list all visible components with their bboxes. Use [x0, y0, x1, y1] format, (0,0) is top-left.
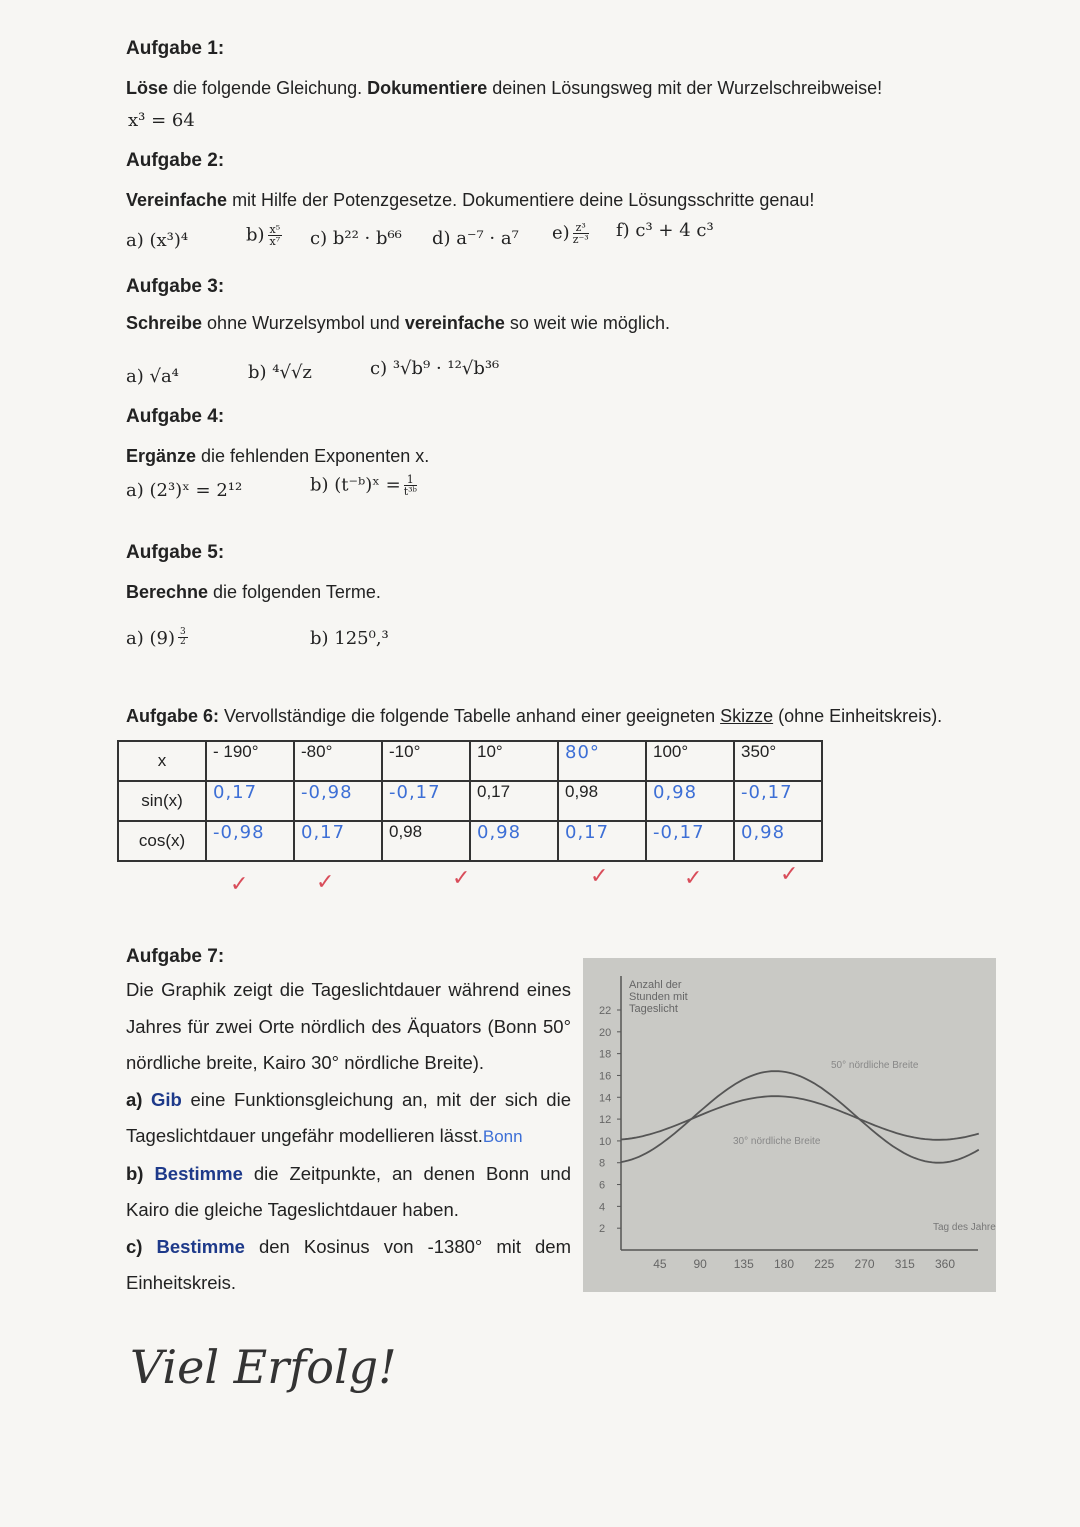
cell-x-0: - 190° [206, 741, 294, 781]
task7-text [126, 972, 571, 1302]
label-50: 50° nördliche Breite [831, 1060, 919, 1071]
x-axis-label: Tag des Jahres [933, 1222, 996, 1233]
table-row-cos [118, 821, 822, 861]
cell-sin-4: 0,98 [558, 781, 646, 821]
task2-part-a: a) (x³)⁴ [126, 230, 189, 251]
x-tick-label: 90 [693, 1257, 707, 1271]
task3-part-c: c) ³√b⁹ · ¹²√b³⁶ [370, 358, 500, 379]
cell-sin-5: 0,98 [646, 781, 734, 821]
y-tick-label: 8 [599, 1157, 606, 1170]
task3-title: Aufgabe 3: [126, 276, 225, 297]
cell-x-4: 80° [558, 741, 646, 781]
task2-part-c: c) b²² · b⁶⁶ [310, 228, 402, 249]
y-tick-label: 2 [599, 1223, 606, 1236]
closing-text: Viel Erfolg! [130, 1340, 397, 1394]
cell-cos-4: 0,17 [558, 821, 646, 861]
cell-cos-3: 0,98 [470, 821, 558, 861]
cell-sin-0: 0,17 [206, 781, 294, 821]
label-30: 30° nördliche Breite [733, 1136, 821, 1147]
task2-title: Aufgabe 2: [126, 150, 225, 171]
task7-part-b: b) Bestimme die Zeitpunkte, an denen Bonn und Kairo die gleiche Tageslichtdauer haben. [126, 1162, 571, 1220]
task7-intro: Die Graphik zeigt die Tageslichtdauer während eines Jahres für zwei Orte nördlich des Äquators (Bonn 50° nördliche breite, Kairo 30° nördliche Breite). [126, 979, 571, 1073]
task2-part-f: f) c³ + 4 c³ [616, 220, 714, 241]
x-tick-label: 225 [814, 1257, 835, 1271]
check-mark-icon: ✓ [684, 866, 703, 891]
y-axis-label-3: Tageslicht [629, 1003, 678, 1015]
y-tick-label: 6 [599, 1179, 606, 1192]
x-tick-label: 45 [653, 1257, 667, 1271]
task7-part-c: c) Bestimme den Kosinus von -1380° mit dem Einheitskreis. [126, 1235, 572, 1293]
task2-part-b: b) $\frac{\text{x⁵}}{\text{x⁷}}$ [246, 223, 281, 248]
cell-cos-5: -0,17 [646, 821, 734, 861]
row-label-sin: sin(x) [118, 781, 206, 821]
check-mark-icon: ✓ [230, 872, 249, 897]
cell-x-5: 100° [646, 741, 734, 781]
cell-cos-1: 0,17 [294, 821, 382, 861]
cell-sin-1: -0,98 [294, 781, 382, 821]
task2-part-e: e) $\frac{\text{z³}}{\text{z⁻³}}$ [552, 221, 589, 246]
row-label-x: x [118, 741, 206, 781]
cell-cos-6: 0,98 [734, 821, 822, 861]
cell-cos-0: -0,98 [206, 821, 294, 861]
y-tick-label: 18 [599, 1048, 612, 1061]
task4-title: Aufgabe 4: [126, 406, 225, 427]
check-mark-icon: ✓ [780, 862, 799, 887]
cell-sin-2: -0,17 [382, 781, 470, 821]
cell-x-2: -10° [382, 741, 470, 781]
y-tick-label: 22 [599, 1005, 612, 1017]
task3-instruction: Schreibe ohne Wurzelsymbol und vereinfache so weit wie möglich. [126, 313, 670, 333]
table-row-sin [118, 781, 822, 821]
cell-cos-2: 0,98 [382, 821, 470, 861]
task5-instruction: Berechne die folgenden Terme. [126, 582, 381, 602]
task6-heading: Aufgabe 6: Vervollständige die folgende Tabelle anhand einer geeigneten Skizze (ohne Einheitskreis). [126, 706, 943, 726]
y-tick-label: 16 [599, 1070, 612, 1083]
task5-part-b: b) 125⁰,³ [310, 628, 389, 649]
y-tick-label: 10 [599, 1135, 612, 1148]
y-tick-label: 14 [599, 1092, 612, 1105]
task1-instruction: Löse die folgende Gleichung. Dokumentiere deinen Lösungsweg mit der Wurzelschreibweise! [126, 78, 883, 98]
task7-title: Aufgabe 7: [126, 946, 225, 967]
y-axis-label-2: Stunden mit [629, 991, 688, 1003]
x-ticks [653, 1257, 955, 1271]
task4-part-b: b) (t⁻ᵇ)ˣ = $\frac{1}{\text{t³ᵇ}}$ [310, 473, 417, 498]
check-mark-icon: ✓ [590, 864, 609, 889]
y-ticks [599, 1005, 621, 1235]
cell-x-3: 10° [470, 741, 558, 781]
trig-table [117, 740, 823, 862]
task7-part-a: a) Gib eine Funktionsgleichung an, mit der sich die Tageslichtdauer ungefähr modellieren lässt.Bonn [126, 1088, 571, 1146]
x-tick-label: 135 [733, 1257, 754, 1271]
check-mark-icon: ✓ [316, 870, 335, 895]
cell-x-6: 350° [734, 741, 822, 781]
task4-part-a: a) (2³)ˣ = 2¹² [126, 480, 243, 501]
task1-title: Aufgabe 1: [126, 38, 225, 59]
table-row-x [118, 741, 822, 781]
task3-part-a: a) √a⁴ [126, 366, 179, 387]
task2-part-d: d) a⁻⁷ · a⁷ [432, 228, 519, 249]
daylight-graph [583, 958, 996, 1292]
x-tick-label: 315 [894, 1257, 915, 1271]
y-tick-label: 4 [599, 1201, 606, 1214]
task5-title: Aufgabe 5: [126, 542, 225, 563]
task3-part-b: b) ⁴√√z [248, 362, 312, 383]
y-tick-label: 20 [599, 1026, 612, 1039]
y-tick-label: 12 [599, 1114, 612, 1127]
cell-x-1: -80° [294, 741, 382, 781]
x-tick-label: 270 [854, 1257, 875, 1271]
cell-sin-3: 0,17 [470, 781, 558, 821]
curve-50-north [621, 1071, 979, 1163]
x-tick-label: 360 [935, 1257, 956, 1271]
task1-equation: x³ = 64 [128, 110, 195, 131]
task5-part-a: a) (9) $\frac{3}{2}$ [126, 627, 186, 649]
cell-sin-6: -0,17 [734, 781, 822, 821]
task4-instruction: Ergänze die fehlenden Exponenten x. [126, 446, 430, 466]
check-mark-icon: ✓ [452, 866, 471, 891]
task2-instruction: Vereinfache mit Hilfe der Potenzgesetze. Dokumentiere deine Lösungsschritte genau! [126, 190, 815, 210]
daylight-graph-svg [583, 958, 996, 1292]
y-axis-label-1: Anzahl der [629, 979, 682, 991]
x-tick-label: 180 [774, 1257, 795, 1271]
row-label-cos: cos(x) [118, 821, 206, 861]
